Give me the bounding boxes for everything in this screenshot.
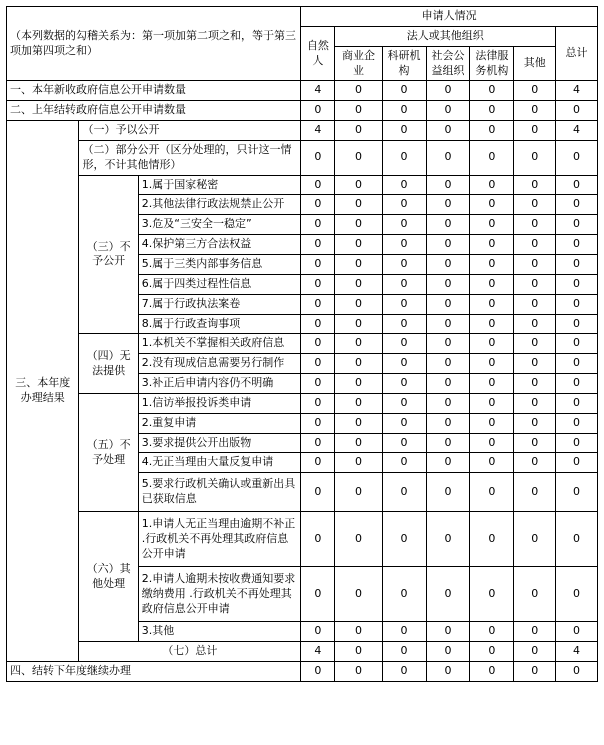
cell-value: 0 [470,195,514,215]
cell-value: 0 [426,642,470,662]
cell-value: 0 [301,374,335,394]
cell-value: 0 [335,274,382,294]
header-col-business: 商业企业 [335,46,382,81]
cell-value: 0 [514,622,556,642]
cell-value: 0 [556,453,598,473]
subsection-label-not-handled: （五）不予处理 [79,393,138,511]
cell-value: 4 [556,642,598,662]
cell-value: 0 [556,334,598,354]
cell-value: 0 [426,354,470,374]
cell-value: 0 [335,101,382,121]
cell-value: 0 [556,274,598,294]
cell-value: 0 [470,642,514,662]
cell-value: 0 [514,374,556,394]
cell-value: 0 [556,195,598,215]
row-label-duplicate: 2.重复申请 [138,413,301,433]
cell-value: 0 [556,101,598,121]
cell-value: 0 [335,354,382,374]
table-row [7,512,598,567]
header-col-total: 总计 [556,26,598,81]
table-row [7,121,598,141]
row-label-process-info: 6.属于四类过程性信息 [138,274,301,294]
cell-value: 0 [382,473,426,512]
table-row [7,81,598,101]
cell-value: 0 [514,274,556,294]
cell-value: 0 [382,374,426,394]
cell-value: 0 [556,567,598,622]
header-row-1 [7,7,598,27]
cell-value: 0 [301,294,335,314]
cell-value: 0 [426,81,470,101]
subsection-label-not-disclosed: （三）不予公开 [79,175,138,334]
cell-value: 0 [426,567,470,622]
cell-value: 0 [514,195,556,215]
cell-value: 0 [470,374,514,394]
cell-value: 0 [426,121,470,141]
cell-value: 0 [470,175,514,195]
cell-value: 0 [426,254,470,274]
cell-value: 0 [514,354,556,374]
cell-value: 0 [382,254,426,274]
row-label-not-held: 1.本机关不掌握相关政府信息 [138,334,301,354]
cell-value: 0 [556,661,598,681]
header-legal-group: 法人或其他组织 [335,26,556,46]
header-col-research: 科研机构 [382,46,426,81]
cell-value: 0 [426,453,470,473]
cell-value: 0 [382,453,426,473]
cell-value: 0 [556,622,598,642]
cell-value: 0 [382,274,426,294]
cell-value: 0 [514,334,556,354]
subsection-label-cannot-provide: （四）无法提供 [79,334,138,394]
cell-value: 0 [514,101,556,121]
row-label-admin-inquiry: 8.属于行政查询事项 [138,314,301,334]
application-statistics-table [6,6,598,682]
cell-value: 0 [470,121,514,141]
cell-value: 0 [301,622,335,642]
cell-value: 0 [301,314,335,334]
row-label-law-prohibited: 2.其他法律行政法规禁止公开 [138,195,301,215]
cell-value: 0 [335,473,382,512]
cell-value: 0 [335,512,382,567]
table-row [7,101,598,121]
row-label-new-applications: 一、本年新收政府信息公开申请数量 [7,81,301,101]
cell-value: 0 [382,101,426,121]
cell-value: 0 [382,334,426,354]
cell-value: 0 [556,314,598,334]
cell-value: 0 [301,215,335,235]
cell-value: 0 [335,661,382,681]
cell-value: 0 [470,314,514,334]
cell-value: 0 [382,195,426,215]
cell-value: 0 [382,314,426,334]
cell-value: 0 [335,140,382,175]
cell-value: 0 [470,334,514,354]
cell-value: 0 [556,254,598,274]
cell-value: 0 [382,512,426,567]
row-label-state-secret: 1.属于国家秘密 [138,175,301,195]
cell-value: 0 [426,473,470,512]
cell-value: 0 [470,413,514,433]
cell-value: 0 [426,393,470,413]
cell-value: 0 [335,235,382,255]
row-label-other: 3.其他 [138,622,301,642]
cell-value: 0 [301,254,335,274]
header-col-public-welfare: 社会公益组织 [426,46,470,81]
cell-value: 0 [556,140,598,175]
cell-value: 0 [556,512,598,567]
cell-value: 0 [514,453,556,473]
cell-value: 0 [470,512,514,567]
cell-value: 0 [470,254,514,274]
cell-value: 0 [470,140,514,175]
cell-value: 0 [301,101,335,121]
row-label-unclear-after-correction: 3.补正后申请内容仍不明确 [138,374,301,394]
cell-value: 0 [514,294,556,314]
cell-value: 0 [556,294,598,314]
cell-value: 0 [382,121,426,141]
cell-value: 0 [335,195,382,215]
cell-value: 0 [514,314,556,334]
cell-value: 0 [382,81,426,101]
cell-value: 0 [514,567,556,622]
cell-value: 0 [556,235,598,255]
cell-value: 4 [301,81,335,101]
table-row [7,642,598,662]
subsection-label-other-handling: （六）其他处理 [79,512,138,642]
cell-value: 0 [514,121,556,141]
row-label-petition-complaint: 1.信访举报投诉类申请 [138,393,301,413]
cell-value: 0 [301,393,335,413]
cell-value: 0 [382,642,426,662]
row-label-carry-next-year: 四、结转下年度继续办理 [7,661,301,681]
cell-value: 0 [301,413,335,433]
cell-value: 0 [382,661,426,681]
cell-value: 0 [470,101,514,121]
cell-value: 0 [301,235,335,255]
cell-value: 0 [514,393,556,413]
cell-value: 0 [301,195,335,215]
cell-value: 0 [335,294,382,314]
row-label-carryover-applications: 二、上年结转政府信息公开申请数量 [7,101,301,121]
cell-value: 0 [335,622,382,642]
cell-value: 0 [426,101,470,121]
cell-value: 0 [470,433,514,453]
cell-value: 0 [470,294,514,314]
cell-value: 0 [335,374,382,394]
cell-value: 0 [556,215,598,235]
row-label-repeated-requests: 4.无正当理由大量反复申请 [138,453,301,473]
cell-value: 0 [470,274,514,294]
cell-value: 0 [426,512,470,567]
cell-value: 0 [335,642,382,662]
cell-value: 0 [514,642,556,662]
row-label-subtotal: （七）总计 [79,642,301,662]
header-applicant-group: 申请人情况 [301,7,598,27]
cell-value: 0 [335,81,382,101]
cell-value: 0 [470,81,514,101]
cell-value: 0 [382,140,426,175]
cell-value: 0 [426,334,470,354]
cell-value: 0 [426,235,470,255]
cell-value: 0 [556,393,598,413]
cell-value: 0 [335,334,382,354]
row-label-no-correction: 1.申请人无正当理由逾期不补正 .行政机关不再处理其政府信息公开申请 [138,512,301,567]
cell-value: 0 [301,453,335,473]
cell-value: 0 [514,473,556,512]
header-col-other: 其他 [514,46,556,81]
cell-value: 0 [470,453,514,473]
header-col-natural-person: 自然人 [301,26,335,81]
row-label-confirm-reissue: 5.要求行政机关确认或重新出具已获取信息 [138,473,301,512]
row-label-needs-creation: 2.没有现成信息需要另行制作 [138,354,301,374]
cell-value: 0 [426,274,470,294]
cell-value: 0 [382,294,426,314]
cell-value: 0 [426,195,470,215]
cell-value: 0 [514,140,556,175]
cell-value: 0 [556,354,598,374]
cell-value: 0 [382,433,426,453]
cell-value: 0 [470,473,514,512]
cell-value: 0 [470,393,514,413]
cell-value: 0 [382,175,426,195]
cell-value: 0 [301,661,335,681]
cell-value: 0 [301,473,335,512]
header-col-legal-service: 法律服务机构 [470,46,514,81]
cell-value: 0 [335,254,382,274]
row-label-publication-request: 3.要求提供公开出版物 [138,433,301,453]
cell-value: 4 [556,121,598,141]
cell-value: 0 [301,175,335,195]
row-label-internal-affairs: 5.属于三类内部事务信息 [138,254,301,274]
cell-value: 0 [382,567,426,622]
row-label-partially-disclosed: （二）部分公开（区分处理的，只计这一情形，不计其他情形） [79,140,301,175]
note-cell: （本列数据的勾稽关系为：第一项加第二项之和，等于第三项加第四项之和） [7,7,301,81]
row-label-third-party-rights: 4.保护第三方合法权益 [138,235,301,255]
cell-value: 0 [426,175,470,195]
cell-value: 0 [301,512,335,567]
table-row [7,175,598,195]
cell-value: 0 [382,235,426,255]
cell-value: 0 [335,175,382,195]
table-row [7,661,598,681]
cell-value: 0 [470,622,514,642]
cell-value: 0 [514,215,556,235]
cell-value: 0 [301,140,335,175]
cell-value: 0 [514,254,556,274]
cell-value: 0 [301,334,335,354]
cell-value: 0 [335,121,382,141]
cell-value: 0 [301,567,335,622]
cell-value: 0 [426,661,470,681]
cell-value: 0 [556,413,598,433]
cell-value: 0 [556,175,598,195]
cell-value: 0 [470,235,514,255]
cell-value: 0 [382,393,426,413]
cell-value: 0 [426,622,470,642]
cell-value: 0 [426,294,470,314]
cell-value: 0 [382,622,426,642]
cell-value: 0 [335,215,382,235]
cell-value: 0 [514,235,556,255]
cell-value: 0 [426,140,470,175]
cell-value: 0 [514,175,556,195]
row-label-enforcement-files: 7.属于行政执法案卷 [138,294,301,314]
cell-value: 0 [514,413,556,433]
cell-value: 0 [301,433,335,453]
cell-value: 0 [514,81,556,101]
cell-value: 0 [301,274,335,294]
cell-value: 0 [514,512,556,567]
cell-value: 0 [470,661,514,681]
cell-value: 0 [426,413,470,433]
cell-value: 0 [382,215,426,235]
cell-value: 0 [382,354,426,374]
cell-value: 0 [556,374,598,394]
cell-value: 0 [335,413,382,433]
cell-value: 0 [426,433,470,453]
section-label-annual-results: 三、本年度办理结果 [7,121,79,662]
cell-value: 0 [470,567,514,622]
cell-value: 4 [301,121,335,141]
cell-value: 0 [426,314,470,334]
cell-value: 4 [301,642,335,662]
cell-value: 0 [470,215,514,235]
cell-value: 0 [335,314,382,334]
row-label-endanger-security: 3.危及“三安全一稳定” [138,215,301,235]
cell-value: 0 [335,433,382,453]
cell-value: 0 [556,433,598,453]
cell-value: 4 [556,81,598,101]
cell-value: 0 [426,215,470,235]
cell-value: 0 [335,453,382,473]
cell-value: 0 [426,374,470,394]
table-row [7,393,598,413]
cell-value: 0 [335,393,382,413]
cell-value: 0 [382,413,426,433]
row-label-unpaid-fee: 2.申请人逾期未按收费通知要求缴纳费用 .行政机关不再处理其政府信息公开申请 [138,567,301,622]
cell-value: 0 [470,354,514,374]
cell-value: 0 [335,567,382,622]
cell-value: 0 [556,473,598,512]
table-row [7,140,598,175]
cell-value: 0 [514,433,556,453]
cell-value: 0 [514,661,556,681]
table-row [7,334,598,354]
cell-value: 0 [301,354,335,374]
row-label-disclosed: （一）予以公开 [79,121,301,141]
